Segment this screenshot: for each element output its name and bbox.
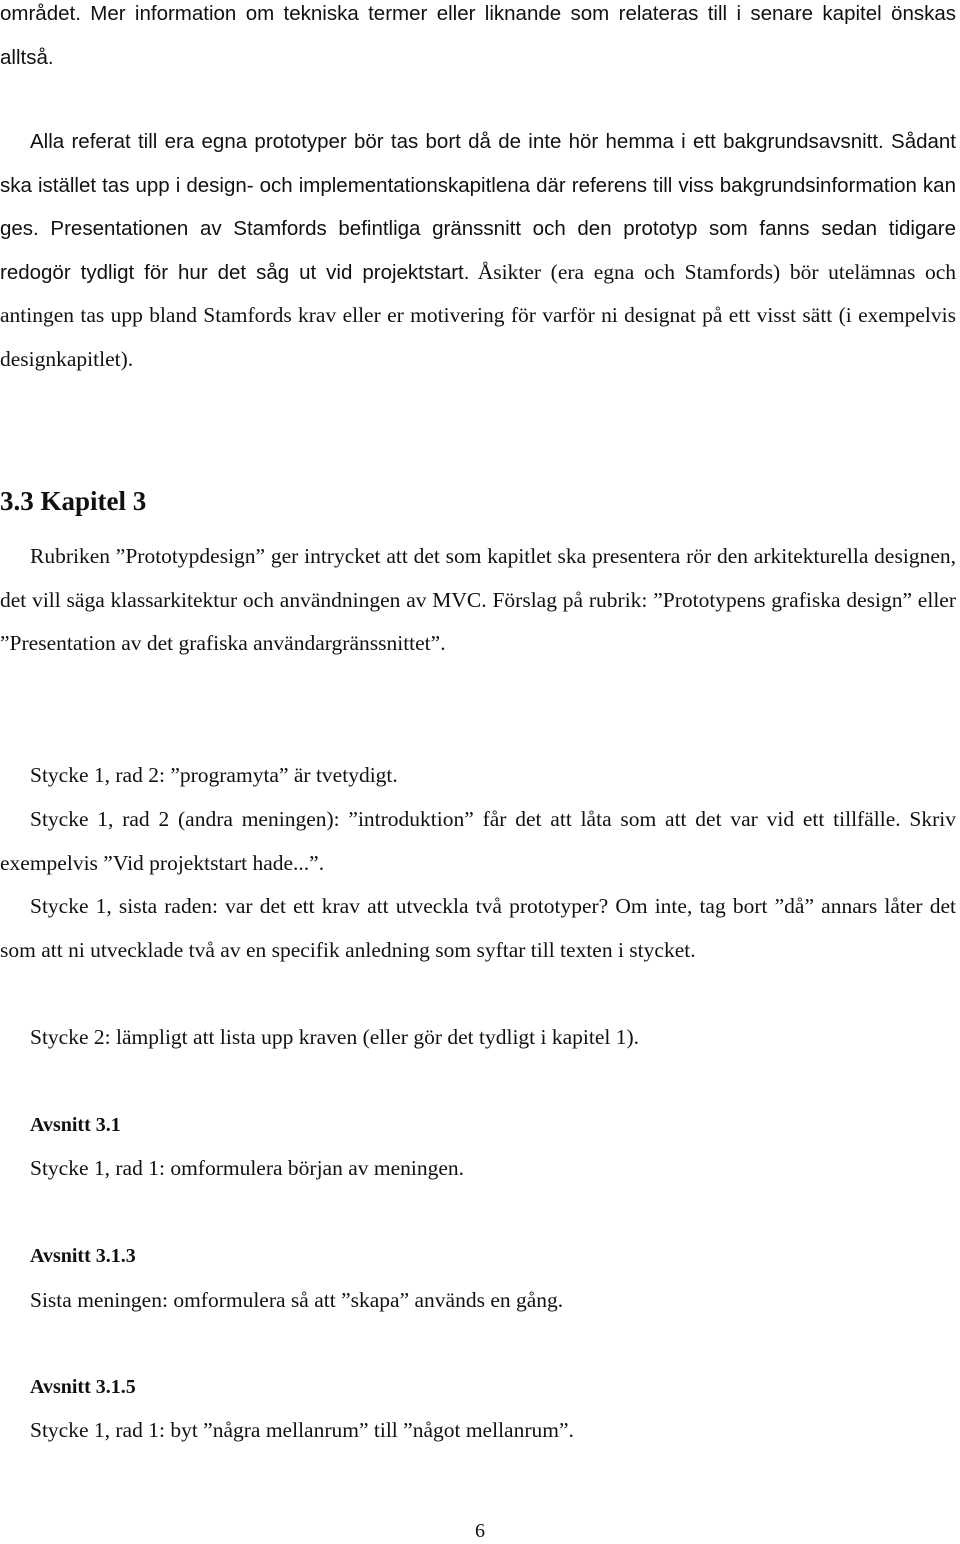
subsection-comment-3-1: Stycke 1, rad 1: omformulera början av meningen.	[30, 1156, 465, 1180]
comment-paragraph-4: Stycke 2: lämpligt att lista upp kraven (eller gör det tydligt i kapitel 1).	[30, 1025, 640, 1049]
subsection-heading-3-1: Avsnitt 3.1	[30, 1114, 121, 1136]
subsection-comment-3-1-5: Stycke 1, rad 1: byt ”några mellanrum” till ”något mellanrum”.	[30, 1418, 574, 1442]
section-intro-paragraph	[0, 535, 956, 666]
comment-paragraph-1: Stycke 1, rad 2: ”programyta” är tvetydigt.	[30, 763, 398, 787]
intro-tail-text: området. Mer information om tekniska termer eller liknande som relateras till i senare kapitel önskas alltså.	[0, 2, 956, 69]
section-intro-text-a: Rubriken ”Prototypdesign” ger intrycket att det som kapitlet ska presentera rör den arkitekturella designen, det vill säga klassarkitektur och användningen av MVC.	[0, 544, 956, 612]
comment-paragraph-2: Stycke 1, rad 2 (andra meningen): ”introduktion” får det att låta som att det var vid ett tillfälle. Skriv exempelvis ”Vid projektstart hade...”.	[0, 807, 956, 875]
subsection-comment-3-1-3: Sista meningen: omformulera så att ”skapa” används en gång.	[30, 1288, 564, 1312]
page-number: 6	[475, 1520, 485, 1542]
subsection-heading-3-1-3: Avsnitt 3.1.3	[30, 1245, 136, 1267]
intro-p2-serif-text: Åsikter (era egna och Stamfords) bör utelämnas och antingen tas upp bland Stamfords krav eller er motivering för varför ni designat på ett visst sätt (i exempelvis designkapitlet).	[0, 259, 956, 371]
comment-paragraph-3: Stycke 1, sista raden: var det ett krav att utveckla två prototyper? Om inte, tag bort ”då” annars låter det som att ni utvecklade två av en specifik anledning som syftar till texten i stycket.	[0, 894, 956, 962]
intro-paragraph-tail	[0, 0, 956, 79]
section-intro-text-b: Förslag på rubrik: ”Prototypens grafiska design” eller ”Presentation av det grafiska användargränssnittet”.	[0, 587, 956, 655]
section-heading: 3.3 Kapitel 3	[0, 486, 147, 516]
subsection-heading-3-1-5: Avsnitt 3.1.5	[30, 1376, 136, 1398]
intro-paragraph-2	[0, 120, 956, 381]
intro-p2-sans-text: Alla referat till era egna prototyper bör tas bort då de inte hör hemma i ett bakgrundsavsnitt. Sådant ska istället tas upp i design- och implementationskapitlena där referens till viss bakgrundsinformation kan ges. Presentationen av Stamfords befintliga gränssnitt och den prototyp som fanns sedan tidigare redogör tydligt för hur det såg ut vid projektstart.	[0, 130, 956, 284]
